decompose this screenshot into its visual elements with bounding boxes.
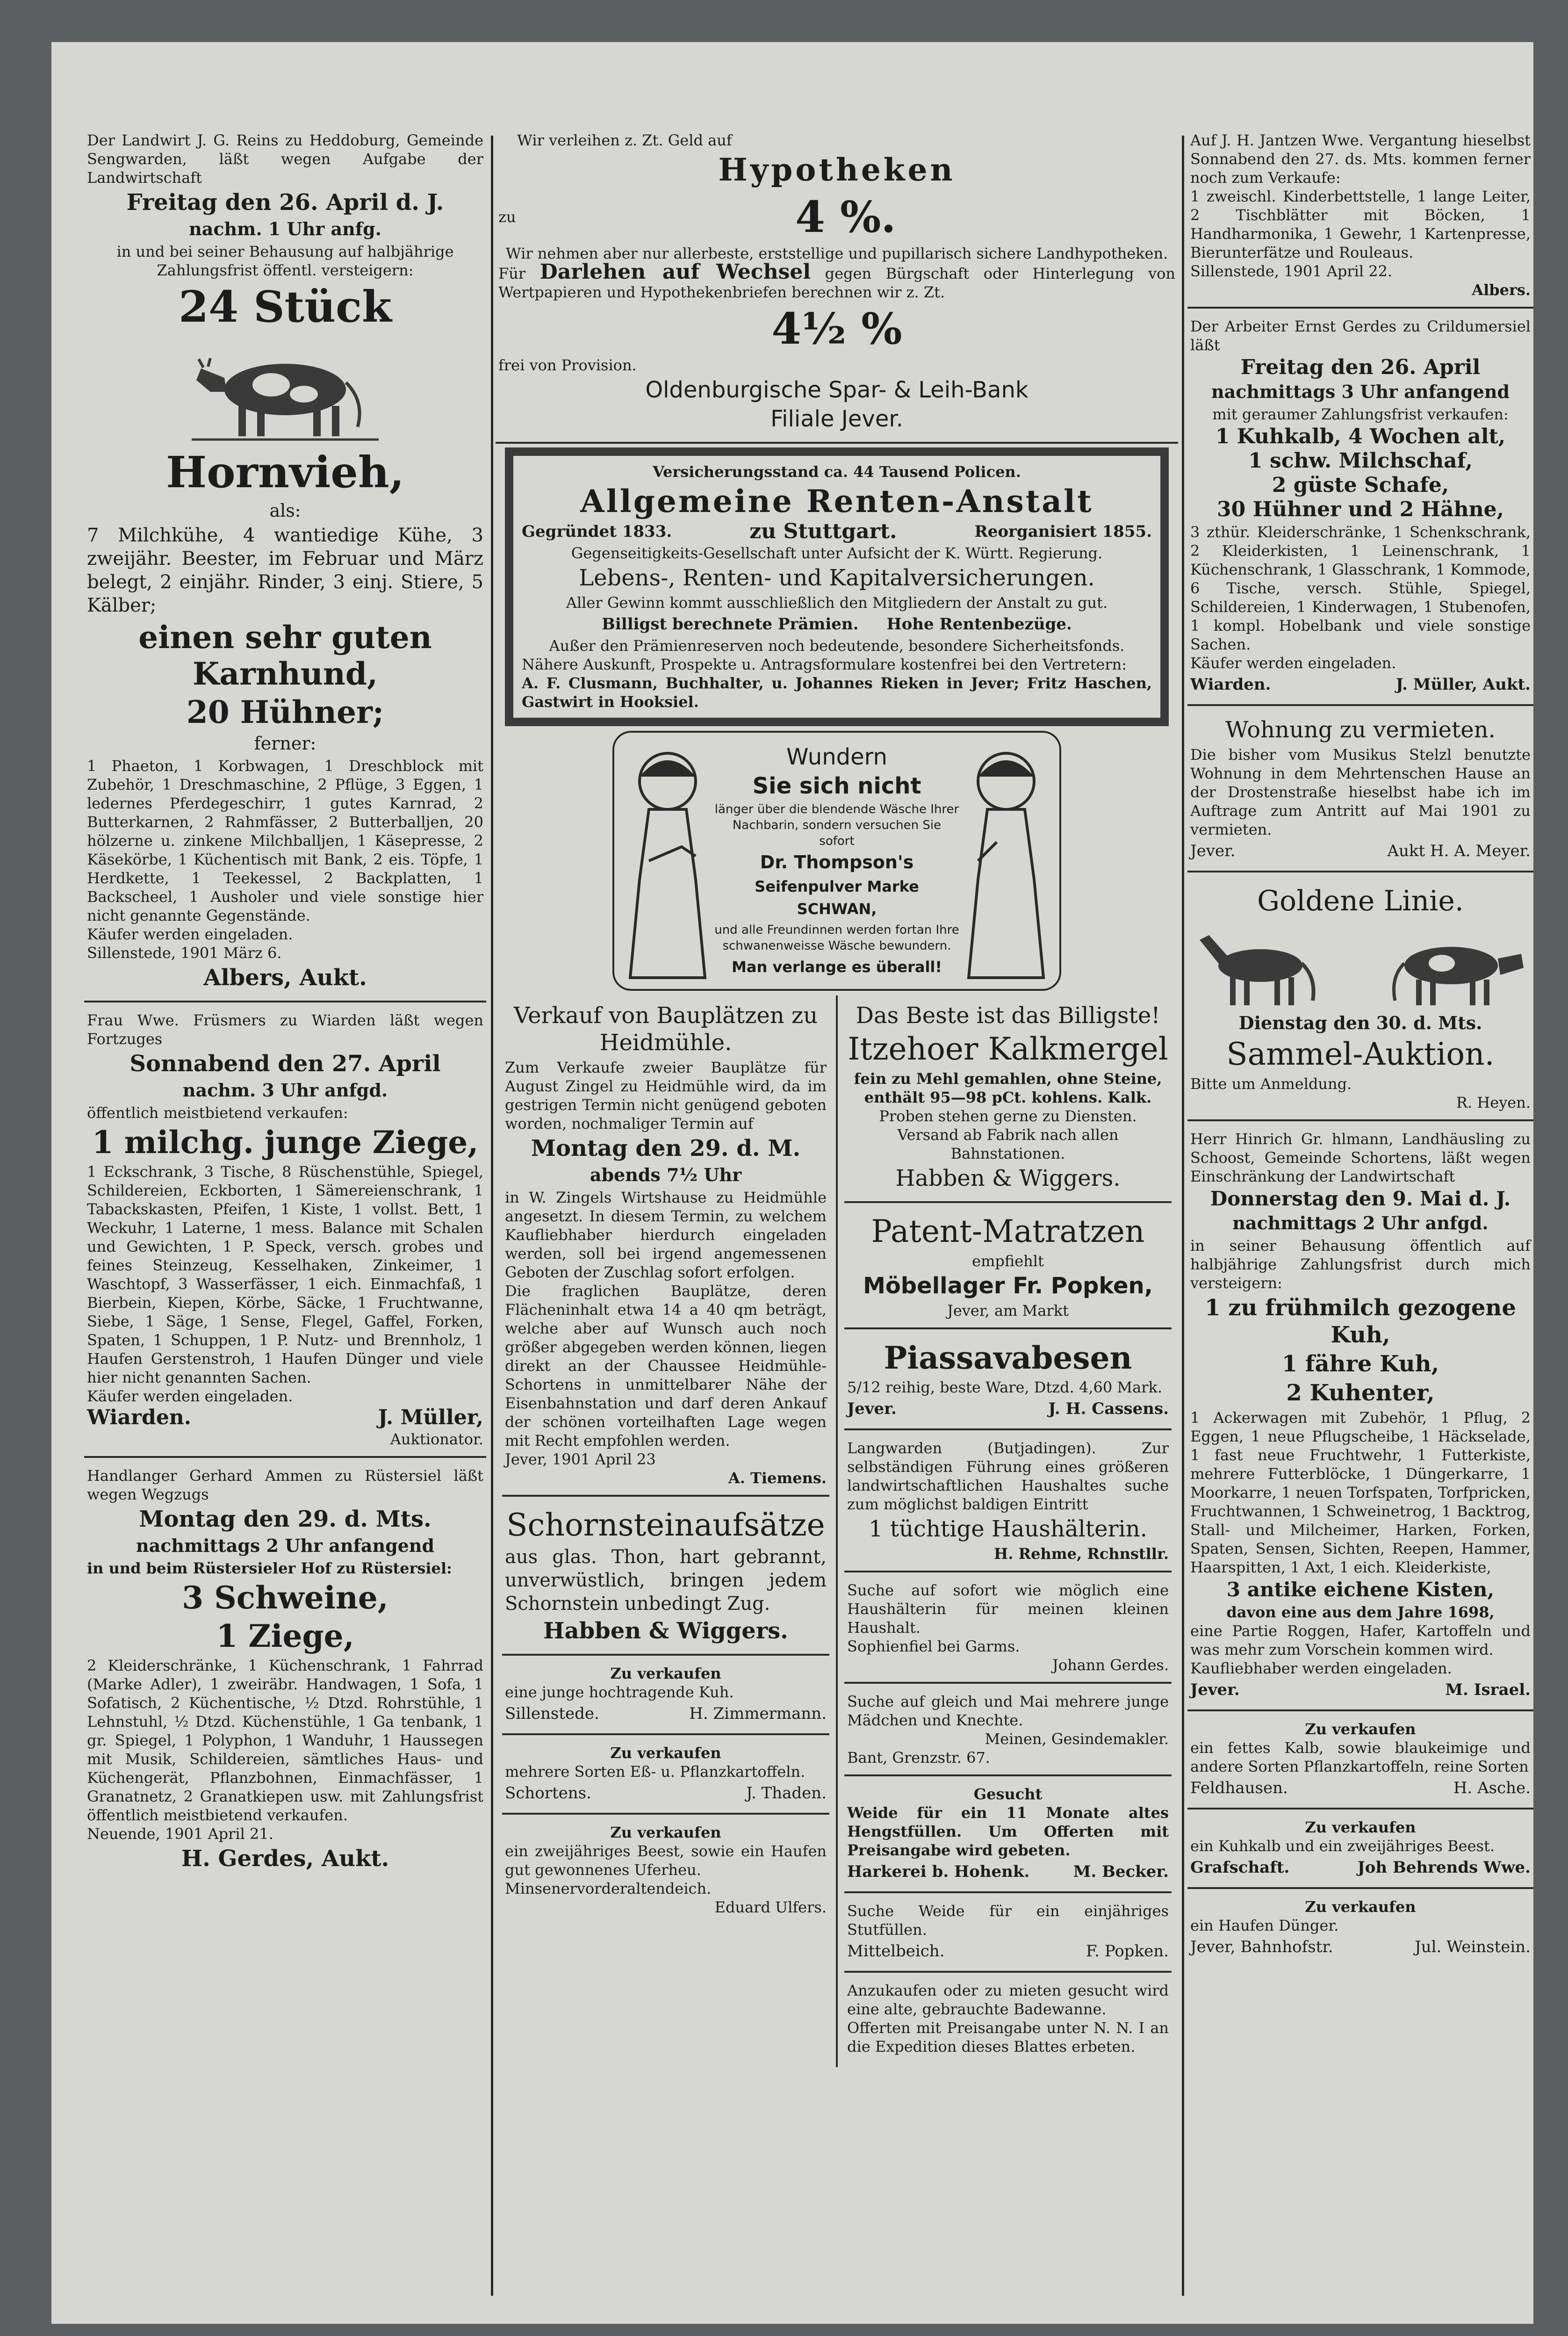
brooms-text: 5/12 reihig, beste Ware, Dtzd. 4,60 Mark. [847,1378,1163,1396]
ad-wanted-5 [844,1976,1172,2063]
ad-headline: Hornvieh, [166,447,404,497]
apartment-signature-row [1190,841,1531,861]
ad-headline: einen sehr guten Karnhund, [138,619,432,692]
soap-text: länger über die blendende Wäsche Ihrer Nachbarin, sondern versuchen Sie sofort [714,802,959,848]
sale-signature-row [1190,1778,1531,1798]
ad-headline: 2 güste Schafe, [1272,473,1449,497]
ad-signature: H. Gerdes, Aukt. [181,1846,389,1872]
ad-signature: Albers. [1472,281,1531,299]
ad-headline: 2 Kuhenter, [1286,1380,1435,1406]
ad-time: nachm. 3 Uhr anfgd. [182,1080,388,1101]
maid-headline: 1 tüchtige Haushälterin. [869,1516,1147,1542]
ad-wanted-3 [844,1780,1172,1893]
ins-city: zu Stuttgart. [749,519,897,543]
sale-head: Zu verkaufen [610,1824,721,1841]
ad-time: nachm. 1 Uhr anfg. [189,218,381,239]
ins-products: Lebens-, Renten- und Kapitalversicherungen. [579,565,1095,591]
woman-right-illustration [959,739,1053,982]
sale-head: Zu verkaufen [1305,1818,1416,1836]
wanted-signature: Johann Gerdes. [1052,1656,1169,1674]
ad-signature-row [87,1407,483,1428]
ad-headline: 1 schw. Milchschaf, [1248,449,1473,473]
plots-date: Montag den 29. d. M. [531,1135,801,1161]
sale-place: Sillenstede. [505,1704,599,1723]
ad-wanted-4 [844,1897,1172,1973]
lime-top: Das Beste ist das Billigste! [856,1002,1160,1029]
plots-time: abends 7½ Uhr [590,1164,742,1185]
cow-illustration [1381,921,1531,1010]
bank-intro: Wir verleihen z. Zt. Geld auf [517,131,732,149]
sale-text: eine junge hochtragende Kuh. [505,1683,734,1701]
woman-left-illustration [621,739,714,982]
bank-rate: 4½ % [771,303,902,354]
wanted-signature-row [847,1941,1169,1961]
bank-text: frei von Provision. [498,356,637,374]
lime-text: Proben stehen gerne zu Diensten. Versand ab Fabrik nach allen Bahnstationen. [879,1107,1137,1162]
ad-buyers: Kaufliebhaber werden eingeladen. [1190,1659,1452,1677]
middle-lower-split [496,995,1178,2067]
ad-auction-jantzen [1187,126,1533,309]
brooms-title: Piassavabesen [884,1340,1132,1376]
column-divider [491,136,493,2296]
ad-brooms [844,1333,1172,1430]
ad-wanted-2 [844,1687,1172,1776]
ad-auction-schoost [1187,1125,1533,1711]
sale-signature-row [505,1703,827,1724]
sale-signature: Eduard Ulfers. [714,1898,827,1916]
ad-headline: 1 Ziege, [216,1618,354,1654]
sale-signature-row [505,1783,827,1803]
plots-text: in W. Zingels Wirtshause zu Heidmühle angesetzt. In diesem Termin, zu welchem Kaufliebhaber hierdurch eingeladen werden, soll bei irgend angemessenen Geboten der Zuschlag sofort erfolgen. [505,1189,827,1281]
sale-head: Zu verkaufen [610,1744,721,1762]
ad-intro: Handlanger Gerhard Ammen zu Rüstersiel läßt wegen Wegzugs [87,1467,483,1503]
chimney-text: aus glas. Thon, hart gebrannt, unverwüstlich, bringen jedem Schornstein unbedingt Zug. [505,1546,827,1615]
ad-date: Sonnabend den 27. April [129,1051,441,1077]
ad-housekeeper [844,1434,1172,1572]
sale-text: ein fettes Kalb, sowie blaukeimige und andere Sorten Pflanzkartoffeln, reine Sorten [1190,1739,1531,1775]
soap-product: Seifenpulver Marke SCHWAN, [755,878,919,918]
lime-title: Itzehoer Kalkmergel [848,1031,1168,1067]
mattress-title: Patent-Matratzen [871,1213,1145,1249]
ad-intro: Der Arbeiter Ernst Gerdes zu Crildumersiel läßt [1190,317,1531,354]
wanted-signature: M. Becker. [1073,1862,1169,1881]
sale-signature: Joh Behrends Wwe. [1357,1858,1531,1877]
ad-auction-gerdes [1187,312,1533,706]
cow-illustration [192,336,379,443]
ad-auction-reins [84,126,486,1002]
chimney-title: Schornsteinaufsätze [506,1507,825,1543]
ad-place: in seiner Behausung öffentlich auf halbjährige Zahlungsfrist durch mich versteigern: [1190,1237,1531,1292]
ad-role: Auktionator. [390,1430,483,1448]
bank-fuer: Für [498,265,526,282]
middle-lower-left [496,995,838,2067]
ad-date: Donnerstag den 9. Mai d. J. [1210,1187,1511,1210]
ins-text: Gegenseitigkeits-Gesellschaft unter Aufsicht der K. Württ. Regierung. [571,544,1103,562]
column-middle [496,126,1178,2305]
sale-text: ein zweijähriges Beest, sowie ein Haufen gut gewonnenes Uferheu. [505,1842,827,1879]
ad-signature-row [1190,1680,1531,1700]
soap-headline: Sie sich nicht [752,773,921,799]
ad-place: öffentlich meistbietend verkaufen: [87,1104,348,1122]
ad-buyers: Käufer werden eingeladen. [1190,654,1396,672]
wanted-text: Weide für ein 11 Monate altes Hengstfüllen. Um Offerten mit Preisangabe wird gebeten. [847,1804,1169,1859]
ins-founded: Gegründet 1833. [522,522,672,541]
ad-dateline: Sillenstede, 1901 März 6. [87,944,282,962]
lime-signature: Habben & Wiggers. [895,1165,1121,1191]
ins-text: Aller Gewinn kommt ausschließlich den Mitgliedern der Anstalt zu gut. [566,594,1108,612]
goldene-text: Bitte um Anmeldung. [1190,1075,1352,1093]
ad-building-plots [502,995,829,1497]
sale-text: mehrere Sorten Eß- u. Pflanzkartoffeln. [505,1763,806,1781]
ad-intro: Herr Hinrich Gr. hlmann, Landhäusling zu Schoost, Gemeinde Schortens, läßt wegen Einschränkung der Landwirtschaft [1190,1130,1531,1185]
goldene-event: Sammel-Auktion. [1226,1036,1495,1072]
ad-headline: 1 Kuhkalb, 4 Wochen alt, [1215,425,1506,448]
soap-slogan: Man verlange es überall! [732,958,942,976]
ad-headline: 1 zu frühmilch gezogene Kuh, [1205,1295,1516,1348]
ad-list: 1 Eckschrank, 3 Tische, 8 Rüschenstühle, Spiegel, Schildereien, Eckborten, 1 Sämereienschrank, 1 Tabackskasten, Pfeifen, 1 Kiste, 1 vollst. Bett, 1 Weckuhr, 1 Laterne, 1 mess. Balance mit Schalen und Gewichten, 1 P. Speck, versch. grobes und feines Steinzeug, Kesselhaken, Zinkeimer, 1 Waschtopf, 3 Wasserfässer, 1 eich. Einmachfaß, 1 Bierbein, Kiepen, Körbe, Säcke, 1 Fruchtwanne, Siebe, 1 Säge, 1 Sense, Flegel, Gaffel, Forken, Spaten, 1 Schuppen, 1 P. Nutz- und Brennholz, 1 Haufen Gerstenstroh, 1 Haufen Dünger und viele hier nicht genannten Sachen. [87,1163,483,1386]
ins-claim: Billigst berechnete Prämien. [602,615,859,634]
ad-place: mit geraumer Zahlungsfrist verkaufen: [1212,405,1509,423]
ad-list: 1 zweischl. Kinderbettstelle, 1 lange Leiter, 2 Tischblätter mit Böcken, 1 Handharmonika, 1 Gewehr, 1 Kartenpresse, Bierunterfätze und Rouleaus. [1190,187,1531,261]
ad-date: Freitag den 26. April [1240,355,1481,379]
bank-text: Wir nehmen aber nur allerbeste, erststellige und pupillarisch sichere Landhypotheken. [505,245,1168,262]
ins-claim: Hohe Rentenbezüge. [886,615,1072,634]
plots-text: Die fraglichen Bauplätze, deren Flächeninhalt etwa 14 a 40 qm beträgt, welche aber auf Wunsch auch noch größer abgegeben werden können, liegen direkt an der Chaussee Heidmühle-Schortens in unmittelbarer Nähe der Eisenbahnstation und darf deren Ankauf der schönen vorteilhaften Lage wegen mit Recht empfohlen werden. [505,1282,827,1449]
sale-place: Grafschaft. [1190,1858,1290,1877]
bank-name: Oldenburgische Spar- & Leih-Bank [645,377,1029,403]
wanted-text: Offerten mit Preisangabe unter N. N. I an die Expedition dieses Blattes erbeten. [847,2019,1169,2055]
ad-ferner: ferner: [254,733,316,754]
ad-auction-ammen [84,1462,486,1882]
ad-intro: Auf J. H. Jantzen Wwe. Vergantung hieselbst Sonnabend den 27. ds. Mts. kommen ferner noch zum Verkaufe: [1190,131,1531,187]
ad-date: Freitag den 26. April d. J. [126,189,444,216]
sale-place: Schortens. [505,1784,591,1802]
ad-place: Wiarden. [87,1406,192,1429]
apartment-text: Die bisher vom Musikus Stelzl benutzte Wohnung in dem Mehrtenschen Hause an der Drostenstraße hieselbst habe ich im Auftrage zum Antritt auf Mai 1901 zu vermieten. [1190,746,1531,838]
mattress-text: empfiehlt [972,1252,1044,1270]
sale-signature: H. Asche. [1453,1779,1531,1797]
ad-soap [612,731,1061,991]
ins-text: Außer den Prämienreserven noch bedeutende, besondere Sicherheitsfonds. [549,637,1125,655]
ad-dateline: Neuende, 1901 April 21. [87,1825,273,1843]
mattress-shop: Möbellager Fr. Popken, [863,1273,1153,1299]
ad-headline: 20 Hühner; [186,694,384,730]
ad-sale-calf [1187,1715,1533,1810]
soap-headline: Wundern [786,744,887,770]
ad-apartment [1187,710,1533,872]
ins-agents: A. F. Clusmann, Buchhalter, u. Johannes Rieken in Jever; Fritz Haschen, Gastwirt in Hooksiel. [522,674,1152,711]
horses-illustration [1190,921,1331,1010]
sale-place: Jever, Bahnhofstr. [1190,1938,1333,1956]
ins-top: Versicherungsstand ca. 44 Tausend Policen. [653,463,1021,481]
ad-time: nachmittags 2 Uhr anfgd. [1232,1212,1489,1233]
goldene-date: Dienstag den 30. d. Mts. [1238,1012,1482,1033]
ins-founding-row [522,521,1152,542]
goldene-title: Goldene Linie. [1257,885,1464,917]
newspaper-page [51,42,1533,2324]
maid-signature: H. Rehme, Rchnstllr. [993,1545,1169,1563]
ins-claims [522,614,1152,634]
plots-text: Zum Verkaufe zweier Bauplätze für August Zingel zu Heidmühle wird, da im gestrigen Termin nicht genügend geboten worden, nochmaliger Termin auf [505,1059,827,1132]
wanted-place: Harkerei b. Hohenk. [847,1862,1030,1881]
column-right [1187,126,1533,2305]
sale-head: Zu verkaufen [1305,1898,1416,1916]
ad-list: 7 Milchkühe, 4 wantiedige Kühe, 3 zweijähr. Beester, im Februar und März belegt, 2 einjähr. Rinder, 3 einj. Stiere, 5 Kälber; [87,525,483,616]
ad-headline: 3 antike eichene Kisten, [1226,1578,1495,1601]
ad-wanted-1 [844,1576,1172,1684]
sale-head: Zu verkaufen [1305,1720,1416,1738]
wanted-text: Suche Weide für ein einjähriges Stutfüllen. [847,1902,1169,1939]
ad-place: Jever. [1190,1680,1240,1699]
ad-signature: J. Müller, Aukt. [1395,675,1531,694]
bank-loan-text: gegen Bürgschaft oder Hinterlegung von Wertpapieren und Hypothekenbriefen berechnen wir z. Zt. [498,265,1176,301]
wanted-text: Suche auf gleich und Mai mehrere junge Mädchen und Knechte. [847,1693,1169,1729]
apartment-signature: Aukt H. A. Meyer. [1387,842,1531,860]
ad-place: in und beim Rüstersieler Hof zu Rüstersiel: [87,1559,452,1577]
ad-list: 1 Ackerwagen mit Zubehör, 1 Pflug, 2 Eggen, 1 neue Pflugscheibe, 1 Häckselade, 1 fast neue Fruchtwehr, 1 Futterkiste, mehrere Futterblöcke, 1 Düngerkarre, 1 Moorkarre, 1 neuen Torfspaten, Torfpricken, Fruchtwannen, 1 Schweinetrog, 1 Backtrog, Stall- und Milcheimer, Harken, Forken, Spaten, Sensen, Sichten, Reepen, Hammer, Haarspitten, 1 Axt, 1 eich. Kleiderkiste, [1190,1409,1531,1576]
wanted-head: Gesucht [973,1785,1043,1803]
wanted-signature: Meinen, Gesindemakler. [985,1730,1169,1748]
ad-auction-fruesmers [84,1006,486,1458]
ins-reorg: Reorganisiert 1855. [974,522,1152,541]
animals-illustration [1190,921,1531,1010]
ad-list: eine Partie Roggen, Hafer, Kartoffeln und was mehr zum Vorschein kommen wird. [1190,1622,1531,1658]
wanted-signature-row [847,1861,1169,1882]
wanted-place: Sophienfiel bei Garms. [847,1637,1020,1655]
ad-buyers: Käufer werden eingeladen. [87,1387,293,1405]
soap-text: und alle Freundinnen werden fortan Ihre schwanenweisse Wäsche bewundern. [714,923,959,953]
ad-headline: 3 Schweine, [182,1579,388,1616]
ad-headline: 30 Hühner und 2 Hähne, [1217,497,1504,521]
ad-goldene-linie [1187,876,1533,1121]
ad-list: 1 Phaeton, 1 Korbwagen, 1 Dreschblock mit Zubehör, 1 Dreschmaschine, 2 Pflüge, 3 Eggen, 1 ledernes Pferdegeschirr, 1 gutes Karnrad, 2 Butterkarnen, 2 Rahmfässer, 2 Butterballjen, 20 hölzerne u. zinkene Milchballjen, 1 Käsepresse, 2 Käsekörbe, 1 Küchentisch mit Bank, 2 eis. Töpfe, 1 Herdkette, 1 Teekessel, 2 Backplatten, 1 Backscheel, 1 Ausholer und viele sonstige hier nicht genannte Gegenstände. [87,757,483,924]
ad-time: nachmittags 3 Uhr anfangend [1211,381,1510,402]
wanted-text: Suche auf sofort wie möglich eine Haushälterin für meinen kleinen Haushalt. [847,1581,1169,1637]
ad-als: als: [269,500,301,521]
ad-mattress [844,1207,1172,1329]
plots-dateline: Jever, 1901 April 23 [505,1450,656,1468]
sale-place: Minsenervorderaltendeich. [505,1880,712,1897]
ad-time: nachmittags 2 Uhr anfangend [136,1535,435,1556]
ins-text: Nähere Auskunft, Prospekte u. Antragsformulare kostenfrei bei den Vertretern: [522,656,1127,673]
bank-text [498,260,1176,302]
plots-title: Verkauf von Bauplätzen zu Heidmühle. [513,1002,818,1056]
ad-sale-cow [502,1659,829,1735]
bank-title: Hypotheken [718,151,956,188]
goldene-signature: R. Heyen. [1456,1094,1531,1111]
brooms-signature: J. H. Cassens. [1048,1399,1169,1418]
ad-sale-dung [1187,1893,1533,1967]
ad-lime [844,995,1172,1203]
sale-signature: Jul. Weinstein. [1415,1938,1531,1956]
sale-signature: H. Zimmermann. [689,1704,827,1723]
ad-date: Montag den 29. d. Mts. [139,1506,432,1532]
middle-lower-right [838,995,1178,2067]
ad-signature: J. Müller, [378,1406,483,1429]
sale-place: Feldhausen. [1190,1779,1288,1797]
ad-list: 3 zthür. Kleiderschränke, 1 Schenkschrank, 2 Kleiderkisten, 1 Leinenschrank, 1 Küchenschrank, 1 Glasschrank, 1 Kommode, 6 Tische, versch. Stühle, Spiegel, Schildereien, 1 Kinderwagen, 1 Stubenofen, 1 kompl. Hobelbank und viele sonstige Sachen. [1190,523,1531,653]
bank-branch: Filiale Jever. [770,406,903,432]
mattress-text: Jever, am Markt [947,1302,1069,1319]
brooms-signature-row [847,1399,1169,1419]
ad-bank [496,126,1178,444]
soap-brand: Dr. Thompson's [760,852,914,872]
ad-headline: 1 fähre Kuh, [1281,1351,1439,1377]
ad-headline: davon eine aus dem Jahre 1698, [1226,1603,1495,1621]
maid-text: Langwarden (Butjadingen). Zur selbständigen Führung eines größeren landwirtschaftlichen Haushaltes suche zum möglichst baldigen Eintritt [847,1439,1169,1513]
ad-intro: Frau Wwe. Früsmers zu Wiarden läßt wegen Fortzuges [87,1011,483,1048]
sale-text: ein Haufen Dünger. [1190,1917,1339,1934]
ad-sale-kuhkalb [1187,1813,1533,1889]
apartment-place: Jever. [1190,842,1236,860]
ad-insurance [505,447,1169,726]
ad-signature: Albers, Aukt. [203,965,367,991]
ins-title: Allgemeine Renten-Anstalt [580,483,1093,519]
sale-head: Zu verkaufen [610,1665,721,1682]
ad-sale-potatoes [502,1739,829,1815]
bank-loan: Darlehen auf Wechsel [539,260,811,284]
ad-list: 2 Kleiderschränke, 1 Küchenschrank, 1 Fahrrad (Marke Adler), 1 zweiräbr. Handwagen, 1 Sofa, 1 Sofatisch, 2 Küchentische, ½ Dtzd. Rohrstühle, 1 Lehnstuhl, ½ Dtzd. Küchenstühle, 1 Ga tenbank, 1 gr. Spiegel, 1 Polyphon, 1 Wanduhr, 1 Haussegen mit Musik, Schildereien, sämtliches Haus- und Küchengerät, Pflanzbohnen, Einmachfässer, 1 Granatnetz, 2 Granatkiepen usw. mit Zahlungsfrist öffentlich meistbietend verkaufen. [87,1657,483,1824]
bank-rate: 4 %. [795,192,896,242]
sale-signature-row [1190,1937,1531,1957]
sale-signature-row [1190,1857,1531,1878]
column-left [84,126,486,2305]
lime-text: fein zu Mehl gemahlen, ohne Steine, enthält 95—98 pCt. kohlens. Kalk. [854,1070,1162,1106]
wanted-address: Bant, Grenzstr. 67. [847,1749,990,1766]
apartment-title: Wohnung zu vermieten. [1225,717,1496,743]
ad-signature-row [1190,674,1531,695]
sale-signature: J. Thaden. [746,1784,827,1802]
wanted-signature: F. Popken. [1086,1942,1169,1961]
ad-chimney [502,1500,829,1656]
wanted-text: Anzukaufen oder zu mieten gesucht wird eine alte, gebrauchte Badewanne. [847,1982,1169,2018]
ad-place: in und bei seiner Behausung auf halbjährige Zahlungsfrist öffentl. versteigern: [116,243,454,279]
ad-headline: 1 milchg. junge Ziege, [92,1124,479,1161]
bank-zu: zu [498,208,516,226]
brooms-place: Jever. [847,1399,897,1418]
ad-sale-beest [502,1818,829,1924]
chimney-signature: Habben & Wiggers. [543,1618,788,1644]
ad-dateline: Sillenstede, 1901 April 22. [1190,262,1393,280]
ad-place: Wiarden. [1190,675,1271,694]
ad-intro: Der Landwirt J. G. Reins zu Heddoburg, Gemeinde Sengwarden, läßt wegen Aufgabe der Landwirtschaft [87,131,483,187]
column-divider [1182,136,1184,2296]
sale-text: ein Kuhkalb und ein zweijähriges Beest. [1190,1837,1495,1855]
ad-signature: M. Israel. [1445,1680,1531,1699]
wanted-place: Mittelbeich. [847,1942,945,1961]
plots-signature: A. Tiemens. [728,1469,827,1487]
ad-buyers: Käufer werden eingeladen. [87,925,293,943]
ad-count: 24 Stück [179,281,392,332]
